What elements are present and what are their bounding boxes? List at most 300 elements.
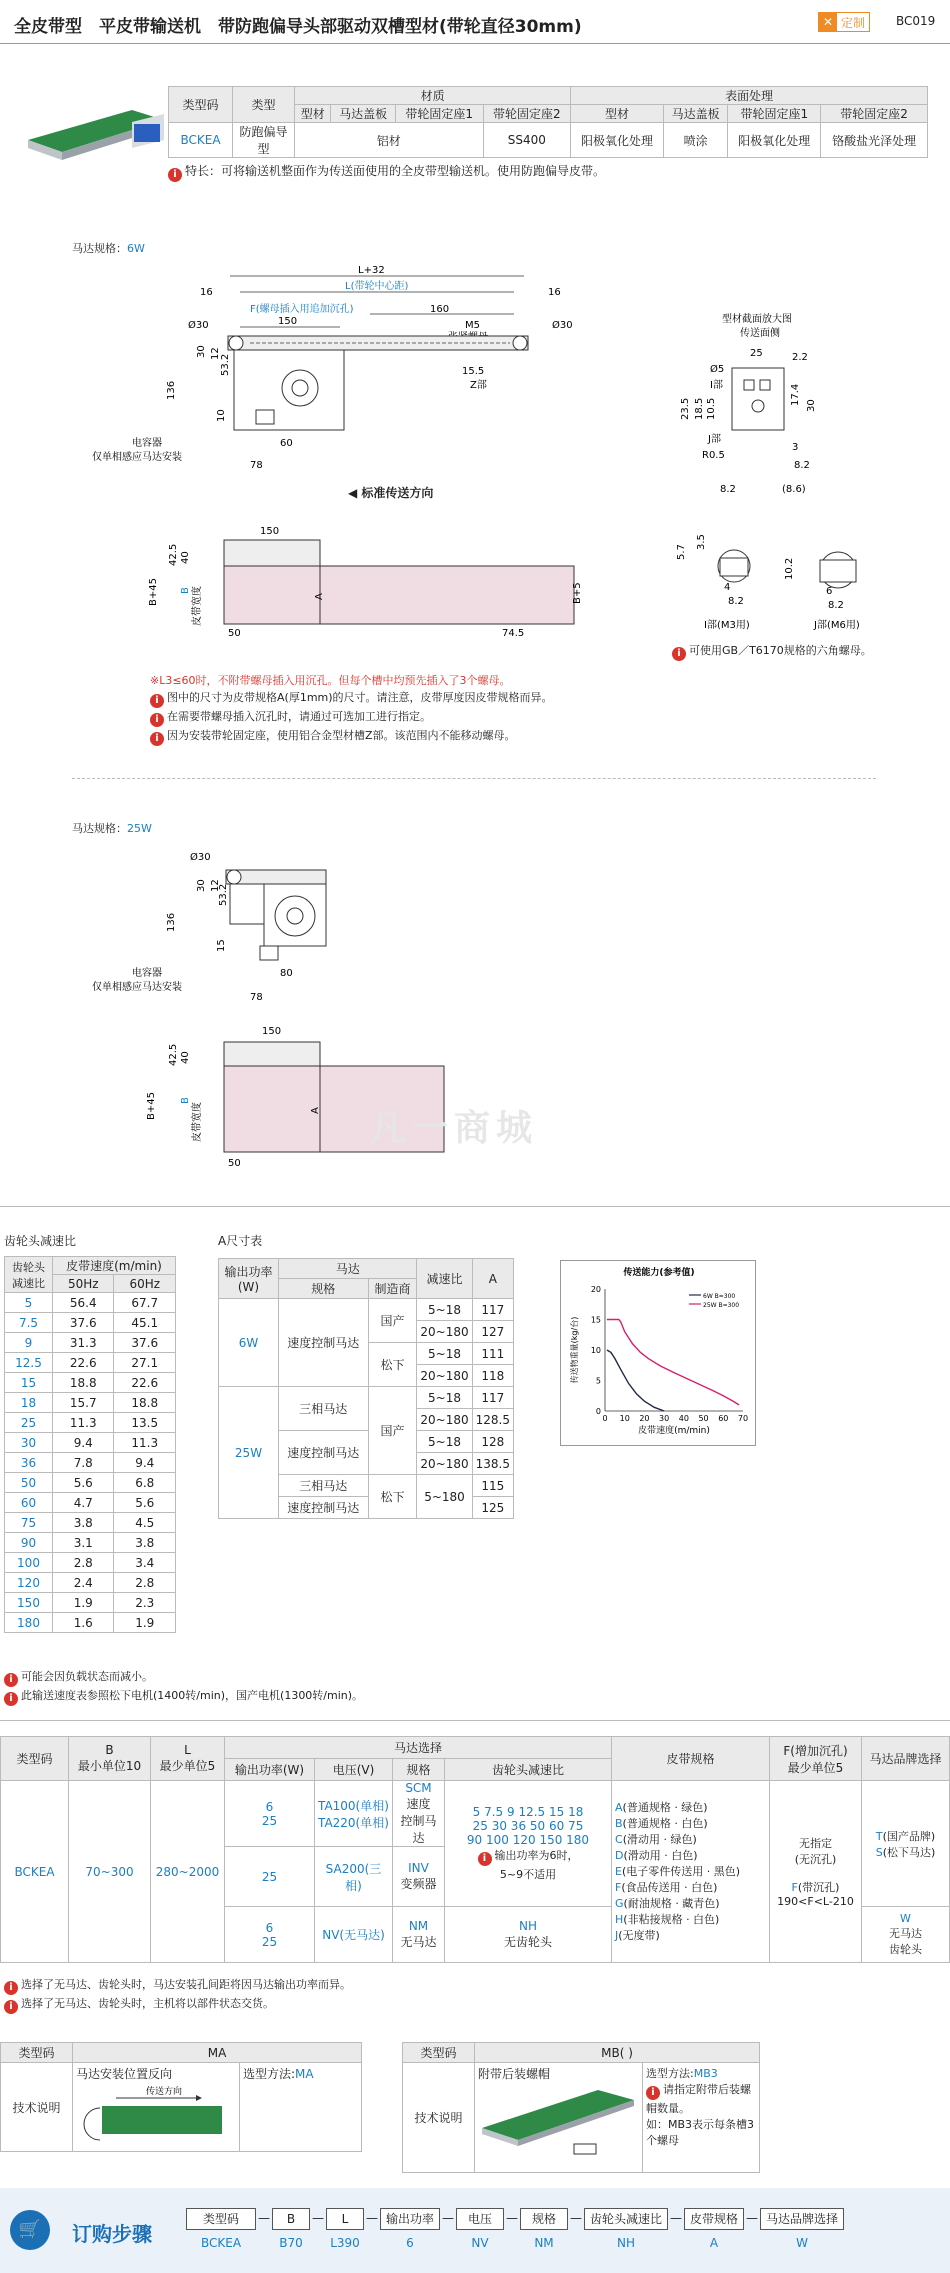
order-step-label: 齿轮头减速比	[584, 2208, 668, 2230]
sec-d2: 25	[750, 348, 763, 359]
y-axis-label: 传送物重量(kg/台)	[570, 1316, 579, 1384]
order-step	[186, 2208, 256, 2250]
belt-option: B(普通规格 · 白色)	[615, 1816, 708, 1830]
order-ratios: 5 7.5 9 12.5 15 18 25 30 36 50 60 75 90 100 120 150 180 i 输出功率为6时， 5~9不适用	[445, 1781, 612, 1907]
drawing-note: i 在需要带螺母插入沉孔时，请通过可选加工进行指定。	[150, 708, 553, 727]
speed-value: 67.7	[114, 1293, 176, 1313]
drawing-note: i 因为安装带轮固定座，使用铝合金型材槽Z部。该范围内不能移动螺母。	[150, 727, 553, 746]
dim-F: F(螺母插入用追加沉孔)	[250, 304, 354, 315]
spec-table	[168, 86, 928, 158]
speed-value: 37.6	[53, 1313, 114, 1333]
d25-plan-A: A	[310, 1107, 321, 1114]
speed-row	[5, 1413, 176, 1433]
profile-section-drawing	[660, 310, 860, 510]
speed-h-speed: 皮带速度(m/min)	[53, 1257, 176, 1275]
order-belts	[612, 1781, 770, 1963]
option-mb-table	[402, 2042, 760, 2173]
a-spec: 速度控制马达	[279, 1497, 369, 1519]
order-power: 6 25	[225, 1781, 315, 1847]
order-h-voltage: 电压(V)	[315, 1759, 393, 1781]
order-step-label: B	[272, 2208, 310, 2230]
conveyor-product-image	[22, 100, 172, 170]
dim-53: 53.2	[220, 353, 231, 376]
speed-row	[5, 1453, 176, 1473]
a-maker: 松下	[368, 1475, 417, 1519]
d25-plan-B45: B+45	[146, 1092, 157, 1120]
a-spec: 速度控制马达	[279, 1431, 369, 1475]
d25-plan-B: B	[180, 1097, 191, 1104]
speed-ratio: 90	[5, 1533, 53, 1553]
sec-d1: I部	[710, 380, 723, 391]
speed-row	[5, 1293, 176, 1313]
a-value: 127	[472, 1321, 513, 1343]
detail-J-label: J部(M6用)	[814, 620, 860, 631]
a-ratio: 5~18	[417, 1387, 472, 1409]
order-step-value: W	[796, 2236, 808, 2250]
spec-surface: 铬酸盐光泽处理	[821, 123, 928, 158]
detail-d0: 5.7	[676, 544, 687, 560]
detail-d2: 4	[724, 582, 731, 593]
speed-ratio: 100	[5, 1553, 53, 1573]
a-table	[218, 1258, 514, 1519]
series-line	[607, 1350, 664, 1411]
order-h-code: 类型码	[1, 1737, 69, 1781]
spec-sub: 带轮固定座1	[395, 105, 483, 123]
ma-desc: 马达安装位置反向	[76, 2067, 173, 2081]
speed-value: 7.8	[53, 1453, 114, 1473]
spec-sub: 带轮固定座1	[728, 105, 821, 123]
sec-d0: Ø5	[710, 364, 725, 375]
a-ratio: 20~180	[417, 1365, 472, 1387]
speed-value: 11.3	[114, 1433, 176, 1453]
d25-capacitor-note: 仅单相感应马达安装	[92, 982, 182, 993]
spec-h-code: 类型码	[169, 87, 233, 123]
order-h-B: B 最小单位10	[69, 1737, 151, 1781]
dim-16a: 16	[200, 287, 213, 298]
detail-d6: 8.2	[828, 600, 844, 611]
drawing-6w-side	[92, 262, 580, 482]
page-header	[0, 0, 950, 44]
dim-160: 160	[430, 304, 450, 315]
a-ratio: 5~180	[417, 1475, 472, 1519]
a-h-power: 输出功率(W)	[219, 1259, 279, 1299]
sec-d6: 18.5	[694, 397, 705, 420]
plan-B: B	[180, 587, 191, 594]
y-tick-label: 0	[595, 1407, 601, 1416]
x-tick-label: 30	[659, 1414, 670, 1423]
capacitor-label: 电容器	[132, 438, 162, 449]
a-ratio: 5~18	[417, 1343, 472, 1365]
sec-d3: 2.2	[792, 352, 808, 363]
ma-desc-cell	[73, 2063, 240, 2152]
x-tick-label: 0	[602, 1414, 608, 1423]
sec-d12: 3	[792, 442, 799, 453]
a-maker: 松下	[368, 1343, 417, 1387]
order-F: 无指定 (无沉孔) F(带沉孔) 190<F<L-210	[770, 1781, 862, 1963]
speed-table	[4, 1256, 176, 1633]
ma-direction: 传送方向	[146, 2087, 183, 2097]
plan-50: 50	[228, 628, 241, 639]
legend-label: 6W B=300	[703, 1293, 736, 1300]
a-value: 138.5	[472, 1453, 513, 1475]
mb-method: 选型方法:MB3 i 请指定附带后装螺帽数量。 如：MB3表示每条槽3个螺母	[643, 2063, 760, 2173]
speed-row	[5, 1433, 176, 1453]
info-icon: i	[168, 168, 182, 182]
speed-row	[5, 1373, 176, 1393]
d25-78: 78	[250, 992, 263, 1003]
y-tick-label: 5	[595, 1376, 601, 1386]
speed-value: 4.7	[53, 1493, 114, 1513]
x-axis-label: 皮带速度(m/min)	[638, 1426, 710, 1436]
dim-Zpart: Z部	[470, 380, 487, 391]
order-h-brand: 马达品牌选择	[862, 1737, 950, 1781]
mb-desc-cell	[475, 2063, 643, 2173]
speed-value: 6.8	[114, 1473, 176, 1493]
a-h-ratio: 减速比	[417, 1259, 472, 1299]
order-spec: INV 变频器	[393, 1847, 445, 1907]
speed-ratio: 18	[5, 1393, 53, 1413]
detail-d4: 10.2	[784, 557, 795, 580]
speed-ratio: 15	[5, 1373, 53, 1393]
step-separator: —	[366, 2211, 378, 2225]
plan-B45: B+45	[148, 578, 159, 606]
order-power: 25	[225, 1847, 315, 1907]
a-spec: 速度控制马达	[279, 1299, 369, 1387]
plan-74: 74.5	[502, 628, 525, 639]
custom-badge[interactable]	[818, 12, 870, 32]
speed-value: 9.4	[114, 1453, 176, 1473]
a-h-a: A	[472, 1259, 513, 1299]
speed-row	[5, 1353, 176, 1373]
a-spec: 三相马达	[279, 1475, 369, 1497]
mb-h-code: 类型码	[403, 2043, 475, 2063]
order-step-value: NV	[471, 2236, 489, 2250]
a-ratio: 5~18	[417, 1299, 472, 1321]
plan-42: 42.5	[168, 543, 179, 566]
drawing-6w-plan	[100, 520, 583, 640]
ma-method: 选型方法:MA	[240, 2063, 362, 2152]
speed-row	[5, 1393, 176, 1413]
sec-d7: 10.5	[706, 397, 717, 420]
order-steps-bar	[0, 2188, 950, 2273]
speed-row	[5, 1473, 176, 1493]
detail-d1: 3.5	[696, 534, 707, 550]
ma-diagram	[76, 2082, 236, 2148]
mb-diagram	[478, 2082, 638, 2162]
a-value: 117	[472, 1387, 513, 1409]
dim-phi30a: Ø30	[188, 320, 209, 331]
order-step	[272, 2208, 310, 2250]
a-power: 25W	[219, 1387, 279, 1519]
d25-plan-belt: 皮带宽度	[192, 1102, 203, 1142]
d25-30: 30	[196, 879, 207, 892]
order-L-range: 280~2000	[151, 1781, 225, 1963]
a-value: 118	[472, 1365, 513, 1387]
speed-value: 2.4	[53, 1573, 114, 1593]
speed-row	[5, 1513, 176, 1533]
order-step-value: B70	[279, 2236, 303, 2250]
step-separator: —	[312, 2211, 324, 2225]
order-step	[326, 2208, 364, 2250]
speed-row	[5, 1553, 176, 1573]
speed-value: 1.9	[114, 1613, 176, 1633]
belt-option: F(食品传送用 · 白色)	[615, 1880, 718, 1894]
ma-tech: 技术说明	[1, 2063, 73, 2152]
spec-material: 铝材	[295, 123, 484, 158]
dim-L32: L+32	[358, 265, 385, 276]
speed-value: 3.4	[114, 1553, 176, 1573]
a-ratio: 5~18	[417, 1431, 472, 1453]
dim-78: 78	[250, 460, 263, 471]
step-separator: —	[746, 2211, 758, 2225]
info-icon: i	[672, 647, 686, 661]
chart-panel	[560, 1260, 756, 1446]
speed-value: 2.8	[114, 1573, 176, 1593]
a-table-title: A尺寸表	[218, 1234, 263, 1248]
speed-value: 27.1	[114, 1353, 176, 1373]
speed-ratio: 9	[5, 1333, 53, 1353]
speed-ratio: 30	[5, 1433, 53, 1453]
watermark: 凡一商城	[370, 1108, 539, 1149]
spec-surface: 喷涂	[663, 123, 728, 158]
belt-option: H(非粘接规格 · 白色)	[615, 1912, 720, 1926]
speed-value: 37.6	[114, 1333, 176, 1353]
speed-row	[5, 1333, 176, 1353]
order-step-label: 规格	[520, 2208, 568, 2230]
order-voltage: NV(无马达)	[315, 1907, 393, 1963]
custom-icon: ✕	[819, 13, 837, 31]
capacity-chart	[561, 1261, 757, 1447]
dim-L: L(带轮中心距)	[345, 281, 409, 292]
order-step-value: BCKEA	[200, 2236, 242, 2250]
motor-spec-6w: 马达规格：6W	[72, 242, 145, 255]
speed-row	[5, 1613, 176, 1633]
a-h-maker: 制造商	[368, 1279, 417, 1299]
speed-value: 5.6	[114, 1493, 176, 1513]
drawing-25w-side	[92, 842, 400, 1012]
order-step-value: NH	[617, 2236, 635, 2250]
option-ma-table	[0, 2042, 362, 2152]
a-maker: 国产	[368, 1299, 417, 1343]
speed-notes: i 可能会因负载状态而减小。 i 此输送速度表参照松下电机(1400转/min)，国产电机(1300转/min)。	[4, 1668, 363, 1706]
sec-d15: (8.6)	[782, 484, 806, 495]
sec-d5: 23.5	[680, 397, 691, 420]
plan-A: A	[314, 593, 325, 600]
dim-12: 12	[210, 347, 221, 360]
order-h-power: 输出功率(W)	[225, 1759, 315, 1781]
a-value: 111	[472, 1343, 513, 1365]
speed-value: 15.7	[53, 1393, 114, 1413]
divider	[0, 1720, 950, 1721]
divider	[72, 778, 876, 779]
belt-option: E(电子零件传送用 · 黑色)	[615, 1864, 741, 1878]
custom-badge-label: 定制	[841, 15, 866, 30]
order-h-L: L 最少单位5	[151, 1737, 225, 1781]
order-step-label: 皮带规格	[684, 2208, 744, 2230]
spec-sub: 带轮固定座2	[483, 105, 571, 123]
speed-value: 3.8	[53, 1513, 114, 1533]
ma-h-code: 类型码	[1, 2043, 73, 2063]
cart-icon: 🛒	[10, 2210, 50, 2250]
dim-phi30b: Ø30	[552, 320, 573, 331]
drawing-25w-plan	[100, 1024, 400, 1174]
drawing-note: ※L3≤60时，不附带螺母插入用沉孔。但每个槽中均预先插入了3个螺母。	[150, 674, 511, 687]
a-spec: 三相马达	[279, 1387, 369, 1431]
x-tick-label: 10	[619, 1414, 630, 1423]
speed-value: 56.4	[53, 1293, 114, 1313]
dim-150: 150	[278, 316, 298, 327]
speed-ratio: 50	[5, 1473, 53, 1493]
arrow-left-icon: ◀	[348, 486, 358, 500]
spec-sub: 马达盖板	[331, 105, 396, 123]
spec-sub: 型材	[295, 105, 331, 123]
speed-row	[5, 1313, 176, 1333]
order-step	[684, 2208, 744, 2250]
mb-desc: 附带后装螺帽	[478, 2067, 551, 2081]
speed-value: 2.3	[114, 1593, 176, 1613]
x-tick-label: 40	[678, 1414, 689, 1423]
mb-tech: 技术说明	[403, 2063, 475, 2173]
speed-value: 11.3	[53, 1413, 114, 1433]
detail-d3: 8.2	[728, 596, 744, 607]
order-step-label: 输出功率	[380, 2208, 440, 2230]
d25-phi30: Ø30	[190, 852, 211, 863]
section-title: 型材截面放大图	[722, 314, 792, 325]
order-step-label: L	[326, 2208, 364, 2230]
plan-B5: B+5	[572, 582, 583, 604]
sec-d13: 8.2	[794, 460, 810, 471]
step-separator: —	[570, 2211, 582, 2225]
d25-80: 80	[280, 968, 293, 979]
order-step-label: 马达品牌选择	[760, 2208, 844, 2230]
order-ratio-nh: NH 无齿轮头	[445, 1907, 612, 1963]
order-h-motor: 马达选择	[225, 1737, 612, 1759]
spec-h-material: 材质	[295, 87, 571, 105]
speed-table-title: 齿轮头减速比	[4, 1234, 77, 1248]
speed-ratio: 180	[5, 1613, 53, 1633]
a-value: 117	[472, 1299, 513, 1321]
legend-label: 25W B=300	[703, 1302, 740, 1309]
d25-plan-40: 40	[180, 1051, 191, 1064]
drawing-notes	[150, 672, 553, 746]
sec-d11: R0.5	[702, 450, 725, 461]
order-h-spec: 规格	[393, 1759, 445, 1781]
speed-ratio: 12.5	[5, 1353, 53, 1373]
order-voltage: TA100(单相) TA220(单相)	[315, 1781, 393, 1847]
plan-40: 40	[180, 551, 191, 564]
speed-value: 5.6	[53, 1473, 114, 1493]
speed-value: 1.6	[53, 1613, 114, 1633]
divider	[0, 1206, 950, 1207]
a-value: 128	[472, 1431, 513, 1453]
a-ratio: 20~180	[417, 1453, 472, 1475]
order-step	[380, 2208, 440, 2250]
detail-IJ-drawing	[668, 520, 888, 640]
chart-title: 传送能力(参考值)	[623, 1268, 695, 1278]
step-separator: —	[670, 2211, 682, 2225]
ma-h-name: MA	[73, 2043, 362, 2063]
order-h-F: F(增加沉孔) 最少单位5	[770, 1737, 862, 1781]
speed-ratio: 7.5	[5, 1313, 53, 1333]
order-step	[520, 2208, 568, 2250]
order-B-range: 70~300	[69, 1781, 151, 1963]
speed-ratio: 75	[5, 1513, 53, 1533]
section-subtitle: 传送面侧	[740, 328, 780, 339]
x-tick-label: 60	[718, 1414, 729, 1423]
plan-belt-width: 皮带宽度	[192, 586, 203, 626]
order-step-value: L390	[330, 2236, 360, 2250]
order-table	[0, 1736, 950, 1963]
order-h-ratio: 齿轮头减速比	[445, 1759, 612, 1781]
d25-capacitor: 电容器	[132, 968, 162, 979]
speed-row	[5, 1573, 176, 1593]
spec-code: BCKEA	[169, 123, 233, 158]
dim-M5: M5	[465, 320, 480, 331]
order-step-label: 类型码	[186, 2208, 256, 2230]
d25-plan-42: 42.5	[168, 1043, 179, 1066]
x-tick-label: 50	[698, 1414, 709, 1423]
dim-30: 30	[196, 345, 207, 358]
belt-option: G(耐油规格 · 藏青色)	[615, 1896, 720, 1910]
a-ratio: 20~180	[417, 1321, 472, 1343]
speed-value: 3.1	[53, 1533, 114, 1553]
feature-note: i 特长：可将输送机整面作为传送面使用的全皮带型输送机。使用防跑偏导皮带。	[168, 162, 605, 182]
order-brand-W: W 无马达 齿轮头	[862, 1907, 950, 1963]
a-value: 115	[472, 1475, 513, 1497]
sec-d10: J部	[708, 434, 721, 445]
speed-ratio: 25	[5, 1413, 53, 1433]
dim-136: 136	[166, 380, 177, 400]
detail-d5: 6	[826, 586, 833, 597]
plan-150: 150	[260, 526, 280, 537]
spec-h-type: 类型	[233, 87, 295, 123]
a-value: 128.5	[472, 1409, 513, 1431]
motor-spec-25w: 马达规格：25W	[72, 822, 152, 835]
d25-plan-50: 50	[228, 1158, 241, 1169]
order-step	[456, 2208, 504, 2250]
speed-value: 31.3	[53, 1333, 114, 1353]
d25-plan-150: 150	[262, 1026, 282, 1037]
detail-note: i 可使用GB／T6170规格的六角螺母。	[672, 642, 872, 661]
speed-value: 45.1	[114, 1313, 176, 1333]
speed-ratio: 120	[5, 1573, 53, 1593]
order-steps-title: 订购步骤	[72, 2222, 152, 2246]
x-tick-label: 70	[737, 1414, 749, 1423]
belt-option: D(滑动用 · 白色)	[615, 1848, 698, 1862]
order-step-value: NM	[534, 2236, 554, 2250]
x-tick-label: 20	[639, 1414, 650, 1423]
y-tick-label: 20	[590, 1285, 601, 1294]
sec-d14: 8.2	[720, 484, 736, 495]
page-title: 全皮带型 平皮带输送机 带防跑偏导头部驱动双槽型材(带轮直径30mm)	[14, 17, 582, 37]
d25-15: 15	[216, 939, 227, 952]
spec-sub: 型材	[571, 105, 664, 123]
order-brand-TS: T(国产品牌) S(松下马达)	[862, 1781, 950, 1907]
spec-surface: 阳极氧化处理	[571, 123, 664, 158]
speed-value: 2.8	[53, 1553, 114, 1573]
belt-option: A(普通规格 · 绿色)	[615, 1800, 708, 1814]
series-line	[607, 1320, 739, 1405]
order-spec: NM 无马达	[393, 1907, 445, 1963]
speed-value: 22.6	[114, 1373, 176, 1393]
belt-option: C(滑动用 · 绿色)	[615, 1832, 697, 1846]
speed-value: 18.8	[114, 1393, 176, 1413]
y-tick-label: 10	[590, 1346, 601, 1355]
speed-value: 4.5	[114, 1513, 176, 1533]
dim-60: 60	[280, 438, 293, 449]
speed-value: 22.6	[53, 1353, 114, 1373]
a-h-spec: 规格	[279, 1279, 369, 1299]
